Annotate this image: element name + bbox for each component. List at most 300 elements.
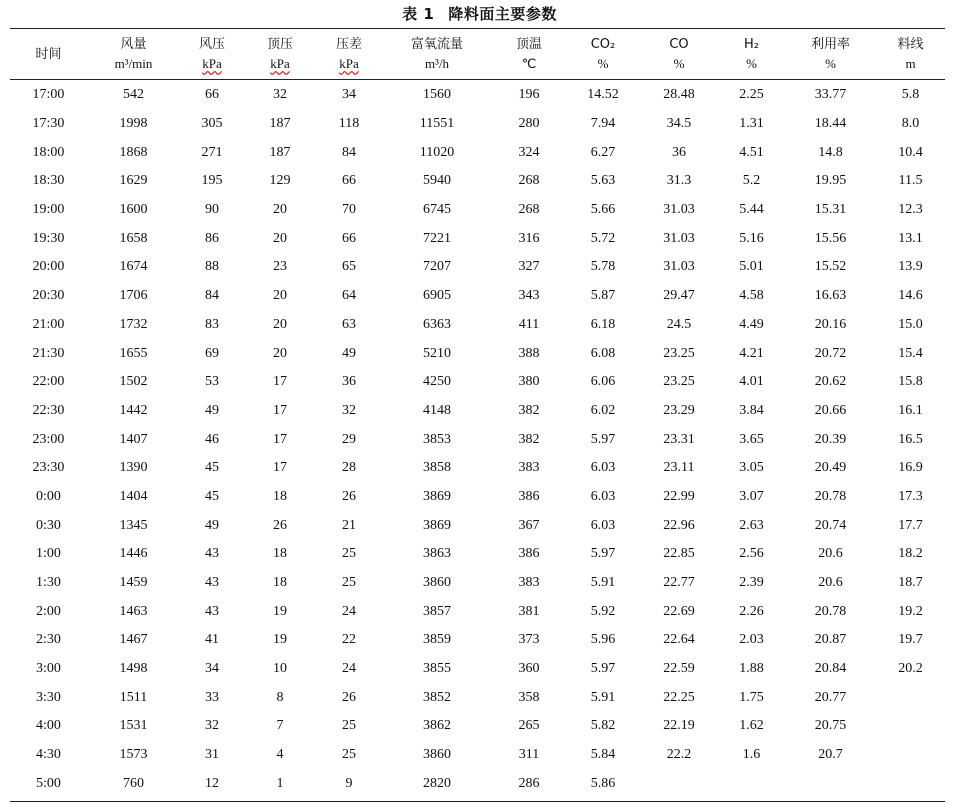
table-cell: 196: [518, 87, 540, 103]
table-cell: 17:00: [32, 87, 65, 103]
table-cell: 5940: [423, 173, 451, 189]
table-cell: 0:30: [36, 517, 61, 533]
table-cell: 5.91: [590, 689, 616, 705]
table-cell: 5.8: [901, 87, 920, 103]
column-header: 顶压 kPa: [266, 37, 293, 71]
table-cell: 23:00: [32, 431, 65, 447]
table-cell: 1658: [119, 230, 148, 246]
table-cell: 20.84: [814, 661, 847, 677]
table-cell: 11551: [419, 116, 455, 132]
table-cell: 84: [205, 288, 219, 304]
table-cell: 360: [518, 661, 540, 677]
table-cell: 265: [518, 718, 540, 734]
table-cell: 5.97: [590, 431, 616, 447]
table-cell: 16.1: [898, 402, 923, 418]
table-cell: 6363: [423, 316, 451, 332]
table-cell: 2.26: [739, 603, 764, 619]
table-cell: 20.7: [818, 747, 843, 763]
table-cell: 19:00: [32, 202, 65, 218]
table-cell: 43: [205, 546, 219, 562]
table-cell: 386: [518, 488, 540, 504]
table-cell: 1459: [119, 575, 148, 591]
table-cell: 26: [342, 488, 356, 504]
table-cell: 7207: [423, 259, 451, 275]
table-cell: 4.51: [739, 144, 764, 160]
table-cell: 1531: [119, 718, 148, 734]
table-cell: 383: [518, 575, 540, 591]
table-cell: 22.2: [666, 747, 692, 763]
table-cell: 29: [342, 431, 356, 447]
table-cell: 12: [205, 775, 219, 791]
table-row: [10, 311, 945, 340]
table-cell: 19.7: [898, 632, 923, 648]
table-cell: 4.49: [739, 316, 764, 332]
table-cell: 5.78: [590, 259, 616, 275]
bottom-rule: [10, 801, 945, 802]
table-cell: 2:30: [36, 632, 61, 648]
table-row: [10, 282, 945, 311]
table-cell: 3859: [423, 632, 451, 648]
table-cell: 3.65: [739, 431, 764, 447]
table-cell: 20.6: [818, 575, 843, 591]
table-cell: 4250: [423, 374, 451, 390]
table-cell: 268: [518, 173, 540, 189]
table-row: [10, 167, 945, 196]
table-cell: 2820: [423, 775, 451, 791]
table-cell: 33.77: [814, 87, 847, 103]
table-cell: 1.62: [739, 718, 764, 734]
table-row: [10, 138, 945, 167]
table-cell: 5.97: [590, 661, 616, 677]
table-cell: 1560: [423, 87, 451, 103]
table-cell: 1467: [119, 632, 148, 648]
table-cell: 16.63: [814, 288, 847, 304]
table-cell: 6.03: [590, 488, 616, 504]
table-cell: 83: [205, 316, 219, 332]
table-cell: 380: [518, 374, 540, 390]
table-cell: 20: [273, 230, 287, 246]
table-cell: 34.5: [666, 116, 692, 132]
table-cell: 1446: [119, 546, 148, 562]
table-cell: 5.97: [590, 546, 616, 562]
table-cell: 18.2: [898, 546, 923, 562]
column-header: 风压 kPa: [198, 37, 225, 71]
table-caption: [0, 3, 959, 24]
table-cell: 6905: [423, 288, 451, 304]
table-row: [10, 770, 945, 799]
table-cell: 1502: [119, 374, 148, 390]
table-cell: 760: [123, 775, 144, 791]
table-cell: 5.01: [739, 259, 764, 275]
table-cell: 4:30: [36, 747, 61, 763]
table-cell: 2.56: [739, 546, 764, 562]
table-cell: 17:30: [32, 116, 65, 132]
table-cell: 20:00: [32, 259, 65, 275]
table-cell: 13.1: [898, 230, 923, 246]
table-cell: [718, 770, 785, 799]
table-cell: 26: [342, 689, 356, 705]
table-cell: 5.66: [590, 202, 616, 218]
table-cell: 20.2: [898, 661, 923, 677]
table-cell: [876, 741, 945, 770]
table-cell: 8: [276, 689, 284, 705]
table-cell: 15.8: [898, 374, 923, 390]
table-cell: 25: [342, 747, 356, 763]
table-cell: 17: [273, 460, 287, 476]
table-cell: 3.05: [739, 460, 764, 476]
table-cell: 20.78: [814, 488, 847, 504]
table-cell: 63: [342, 316, 356, 332]
table-cell: 1573: [119, 747, 148, 763]
table-cell: 28.48: [663, 87, 695, 103]
table-cell: 5.91: [590, 575, 616, 591]
table-cell: 20.6: [818, 546, 843, 562]
table-cell: 343: [518, 288, 540, 304]
table-cell: 15.0: [898, 316, 923, 332]
table-cell: 66: [342, 173, 356, 189]
table-cell: 11.5: [898, 173, 923, 189]
table-cell: 3863: [423, 546, 451, 562]
table-cell: 49: [205, 517, 219, 533]
table-cell: 6745: [423, 202, 451, 218]
table-cell: 20:30: [32, 288, 65, 304]
table-cell: 24: [342, 661, 356, 677]
table-cell: 32: [273, 87, 287, 103]
table-cell: 20.66: [814, 402, 847, 418]
table-cell: [876, 712, 945, 741]
table-row: [10, 741, 945, 770]
table-row: [10, 397, 945, 426]
table-cell: 41: [205, 632, 219, 648]
table-cell: 3:00: [36, 661, 61, 677]
column-header: CO₂ %: [590, 37, 616, 71]
table-cell: 19.2: [898, 603, 923, 619]
table-cell: 5.84: [590, 747, 616, 763]
table-cell: 26: [273, 517, 287, 533]
table-cell: 69: [205, 345, 219, 361]
table-cell: 20.77: [814, 689, 847, 705]
table-row: [10, 540, 945, 569]
table-cell: 22.59: [663, 661, 695, 677]
table-cell: 22:00: [32, 374, 65, 390]
table-cell: 34: [342, 87, 356, 103]
table-row: [10, 454, 945, 483]
table-cell: 542: [123, 87, 144, 103]
table-row: [10, 511, 945, 540]
table-cell: 53: [205, 374, 219, 390]
table-cell: 43: [205, 603, 219, 619]
table-cell: 20.62: [814, 374, 847, 390]
table-cell: 1: [276, 775, 284, 791]
table-cell: 8.0: [901, 116, 920, 132]
table-cell: 20.39: [814, 431, 847, 447]
table-cell: 20: [273, 288, 287, 304]
table-cell: 10: [273, 661, 287, 677]
table-cell: 86: [205, 230, 219, 246]
table-cell: 14.52: [587, 87, 619, 103]
table-row: [10, 196, 945, 225]
table-cell: 3853: [423, 431, 451, 447]
table-cell: [876, 770, 945, 799]
column-header: H₂ %: [744, 37, 759, 71]
table-cell: 45: [205, 460, 219, 476]
table-cell: 1674: [119, 259, 148, 275]
table-cell: 1511: [119, 689, 148, 705]
table-cell: 15.4: [898, 345, 923, 361]
table-row: [10, 425, 945, 454]
table-cell: 23.25: [663, 345, 695, 361]
table-cell: 195: [201, 173, 223, 189]
table-cell: 5.86: [590, 775, 616, 791]
table-cell: 31.03: [663, 230, 695, 246]
table-cell: 18.7: [898, 575, 923, 591]
table-cell: 286: [518, 775, 540, 791]
table-cell: 5.96: [590, 632, 616, 648]
column-header: 时间: [35, 46, 62, 62]
table-cell: 10.4: [898, 144, 923, 160]
table-cell: 70: [342, 202, 356, 218]
table-cell: 88: [205, 259, 219, 275]
table-cell: 17: [273, 374, 287, 390]
table-cell: 22.64: [663, 632, 695, 648]
table-cell: 49: [205, 402, 219, 418]
table-cell: 13.9: [898, 259, 923, 275]
table-cell: 383: [518, 460, 540, 476]
table-cell: 23.29: [663, 402, 695, 418]
table-cell: 1:00: [36, 546, 61, 562]
table-cell: 43: [205, 575, 219, 591]
table-cell: 4148: [423, 402, 451, 418]
table-cell: 20.87: [814, 632, 847, 648]
table-cell: 5.2: [742, 173, 761, 189]
table-cell: 49: [342, 345, 356, 361]
table-cell: 1868: [119, 144, 148, 160]
table-cell: 20.72: [814, 345, 847, 361]
table-cell: 382: [518, 402, 540, 418]
table-row: [10, 626, 945, 655]
table-cell: 20: [273, 316, 287, 332]
table-cell: 1655: [119, 345, 148, 361]
table-cell: 17: [273, 431, 287, 447]
table-cell: 22.96: [663, 517, 695, 533]
column-header: 风量 m³/min: [114, 37, 153, 71]
table-cell: 20.74: [814, 517, 847, 533]
table-cell: 1:30: [36, 575, 61, 591]
table-cell: 4:00: [36, 718, 61, 734]
table-cell: 64: [342, 288, 356, 304]
table-cell: 36: [672, 144, 686, 160]
table-row: [10, 110, 945, 139]
table-cell: 18: [273, 488, 287, 504]
table-cell: 187: [269, 144, 291, 160]
table-cell: 3.84: [739, 402, 764, 418]
table-cell: 3862: [423, 718, 451, 734]
table-cell: 5.87: [590, 288, 616, 304]
table-cell: 22.99: [663, 488, 695, 504]
table-cell: 2.63: [739, 517, 764, 533]
table-cell: 16.9: [898, 460, 923, 476]
table-cell: 9: [345, 775, 353, 791]
table-cell: 66: [342, 230, 356, 246]
table-cell: 23.31: [663, 431, 695, 447]
table-row: [10, 569, 945, 598]
table-cell: 4.58: [739, 288, 764, 304]
table-cell: 20.49: [814, 460, 847, 476]
table-cell: 24.5: [666, 316, 692, 332]
table-cell: 31.03: [663, 259, 695, 275]
table-cell: 3858: [423, 460, 451, 476]
table-cell: 19: [273, 603, 287, 619]
table-cell: 31.03: [663, 202, 695, 218]
table-cell: 29.47: [663, 288, 695, 304]
table-cell: 2:00: [36, 603, 61, 619]
table-cell: 11020: [419, 144, 455, 160]
table-cell: 3869: [423, 488, 451, 504]
table-cell: 15.52: [814, 259, 847, 275]
table-cell: 1407: [119, 431, 148, 447]
table-cell: 20.75: [814, 718, 847, 734]
table-cell: 6.02: [590, 402, 616, 418]
table-cell: [876, 683, 945, 712]
table-row: [10, 368, 945, 397]
table-row: [10, 253, 945, 282]
table-cell: 7.94: [590, 116, 616, 132]
table-title: 降料面主要参数: [448, 5, 557, 23]
table-cell: 23: [273, 259, 287, 275]
table-cell: 66: [205, 87, 219, 103]
table-cell: 1629: [119, 173, 148, 189]
table-cell: 7: [276, 718, 284, 734]
table-cell: 2.39: [739, 575, 764, 591]
table-cell: 2.25: [739, 87, 764, 103]
table-body: [10, 79, 945, 798]
table-cell: 5.92: [590, 603, 616, 619]
table-cell: 1.88: [739, 661, 764, 677]
table-cell: 18.44: [814, 116, 847, 132]
table-cell: 1345: [119, 517, 148, 533]
table-cell: [640, 770, 718, 799]
table-cell: 19: [273, 632, 287, 648]
table-cell: 3869: [423, 517, 451, 533]
table-cell: 280: [518, 116, 540, 132]
table-row: [10, 712, 945, 741]
table-cell: 1.31: [739, 116, 764, 132]
table-cell: 324: [518, 144, 540, 160]
table-cell: 23:30: [32, 460, 65, 476]
table-cell: 2.03: [739, 632, 764, 648]
table-row: [10, 339, 945, 368]
table-cell: 18: [273, 575, 287, 591]
table-cell: 311: [518, 747, 540, 763]
table-cell: 327: [518, 259, 540, 275]
table-cell: 22:30: [32, 402, 65, 418]
table-cell: 3:30: [36, 689, 61, 705]
table-cell: 19.95: [814, 173, 847, 189]
table-cell: 5.72: [590, 230, 616, 246]
table-cell: 5.63: [590, 173, 616, 189]
table-cell: 6.18: [590, 316, 616, 332]
column-header: 压差 kPa: [335, 37, 362, 71]
table-cell: 1.75: [739, 689, 764, 705]
column-header: CO %: [669, 37, 689, 71]
table-cell: 12.3: [898, 202, 923, 218]
table-cell: 5.82: [590, 718, 616, 734]
table-cell: 14.6: [898, 288, 923, 304]
table-cell: 21: [342, 517, 356, 533]
table-cell: 23.11: [663, 460, 695, 476]
table-cell: 5210: [423, 345, 451, 361]
table-cell: 25: [342, 575, 356, 591]
table-cell: 36: [342, 374, 356, 390]
table-cell: 19:30: [32, 230, 65, 246]
table-cell: 17.3: [898, 488, 923, 504]
table-cell: 21:30: [32, 345, 65, 361]
table-cell: 373: [518, 632, 540, 648]
table-cell: 271: [201, 144, 223, 160]
table-cell: 3.07: [739, 488, 764, 504]
table-cell: 18:00: [32, 144, 65, 160]
table-cell: 358: [518, 689, 540, 705]
table-cell: 5.16: [739, 230, 764, 246]
table-cell: 1600: [119, 202, 148, 218]
table-cell: 45: [205, 488, 219, 504]
table-cell: 31.3: [666, 173, 692, 189]
table-cell: 6.08: [590, 345, 616, 361]
table-cell: 381: [518, 603, 540, 619]
parameters-table: [10, 29, 945, 798]
table-row: [10, 79, 945, 110]
table-cell: 3852: [423, 689, 451, 705]
table-cell: 15.31: [814, 202, 847, 218]
table-cell: 3860: [423, 575, 451, 591]
table-cell: 1404: [119, 488, 148, 504]
table-cell: 305: [201, 116, 223, 132]
table-cell: 22: [342, 632, 356, 648]
table-cell: 5.44: [739, 202, 764, 218]
table-cell: 20.16: [814, 316, 847, 332]
table-cell: 46: [205, 431, 219, 447]
table-cell: 1732: [119, 316, 148, 332]
table-cell: 31: [205, 747, 219, 763]
table-cell: 6.03: [590, 460, 616, 476]
table-cell: 90: [205, 202, 219, 218]
table-cell: 17.7: [898, 517, 923, 533]
table-cell: 0:00: [36, 488, 61, 504]
table-cell: 386: [518, 546, 540, 562]
table-row: [10, 683, 945, 712]
table-cell: 18: [273, 546, 287, 562]
table-cell: 32: [205, 718, 219, 734]
table-cell: 22.77: [663, 575, 695, 591]
table-cell: 129: [269, 173, 291, 189]
column-header: 富氧流量 m³/h: [410, 37, 463, 71]
table-row: [10, 655, 945, 684]
table-cell: 23.25: [663, 374, 695, 390]
table-cell: 6.27: [590, 144, 616, 160]
column-header: 料线 m: [897, 37, 924, 71]
table-cell: 3855: [423, 661, 451, 677]
table-cell: 20: [273, 345, 287, 361]
header-row: [10, 29, 945, 79]
table-number: 表 1: [402, 5, 435, 23]
table-cell: 22.69: [663, 603, 695, 619]
table-cell: 187: [269, 116, 291, 132]
table-cell: 367: [518, 517, 540, 533]
table-cell: 18:30: [32, 173, 65, 189]
table-cell: 20: [273, 202, 287, 218]
table-cell: 1998: [119, 116, 148, 132]
table-cell: 34: [205, 661, 219, 677]
